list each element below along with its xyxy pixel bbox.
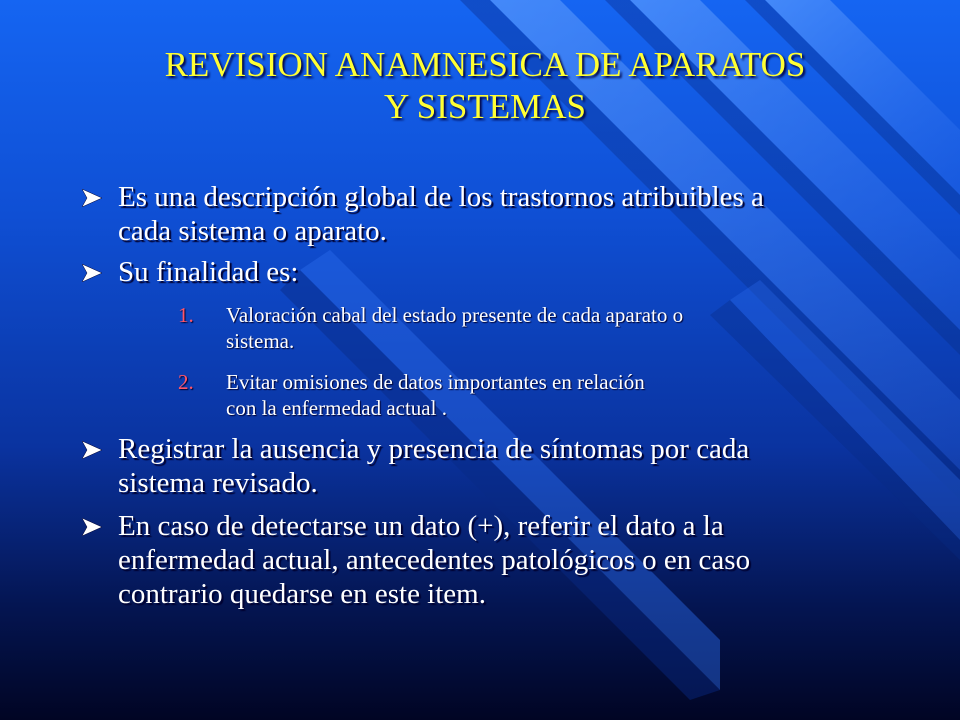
title-line: REVISION ANAMNESICA DE APARATOS <box>164 45 806 84</box>
numbered-item <box>178 302 684 354</box>
item-number: 2. <box>178 370 194 394</box>
slide-title <box>80 44 890 128</box>
arrow-right-icon <box>82 518 102 536</box>
arrow-right-icon <box>82 189 102 207</box>
numbered-text-line: Evitar omisiones de datos importantes en relación <box>226 370 645 394</box>
bullet-text-line: sistema revisado. <box>118 467 318 499</box>
bullet-text-line: En caso de detectarse un dato (+), referir el dato a la <box>118 510 724 542</box>
numbered-item <box>178 369 645 421</box>
bullet-item <box>118 255 298 289</box>
bullet-item <box>118 432 749 500</box>
title-line: Y SISTEMAS <box>384 87 586 126</box>
bullet-item <box>118 180 764 248</box>
bullet-text-line: Su finalidad es: <box>118 256 299 288</box>
arrow-right-icon <box>82 441 102 459</box>
bullet-text-line: Registrar la ausencia y presencia de síntomas por cada <box>118 433 750 465</box>
item-number: 1. <box>178 303 194 327</box>
bullet-text-line: enfermedad actual, antecedentes patológicos o en caso <box>118 544 751 576</box>
bullet-text-line: contrario quedarse en este item. <box>118 578 486 610</box>
numbered-text-line: Valoración cabal del estado presente de cada aparato o <box>226 303 684 327</box>
bullet-text-line: cada sistema o aparato. <box>118 215 387 247</box>
arrow-right-icon <box>82 264 102 282</box>
numbered-text-line: sistema. <box>226 329 295 353</box>
bullet-text-line: Es una descripción global de los trastornos atribuibles a <box>118 181 764 213</box>
bullet-item <box>118 509 750 611</box>
numbered-text-line: con la enfermedad actual . <box>226 396 447 420</box>
